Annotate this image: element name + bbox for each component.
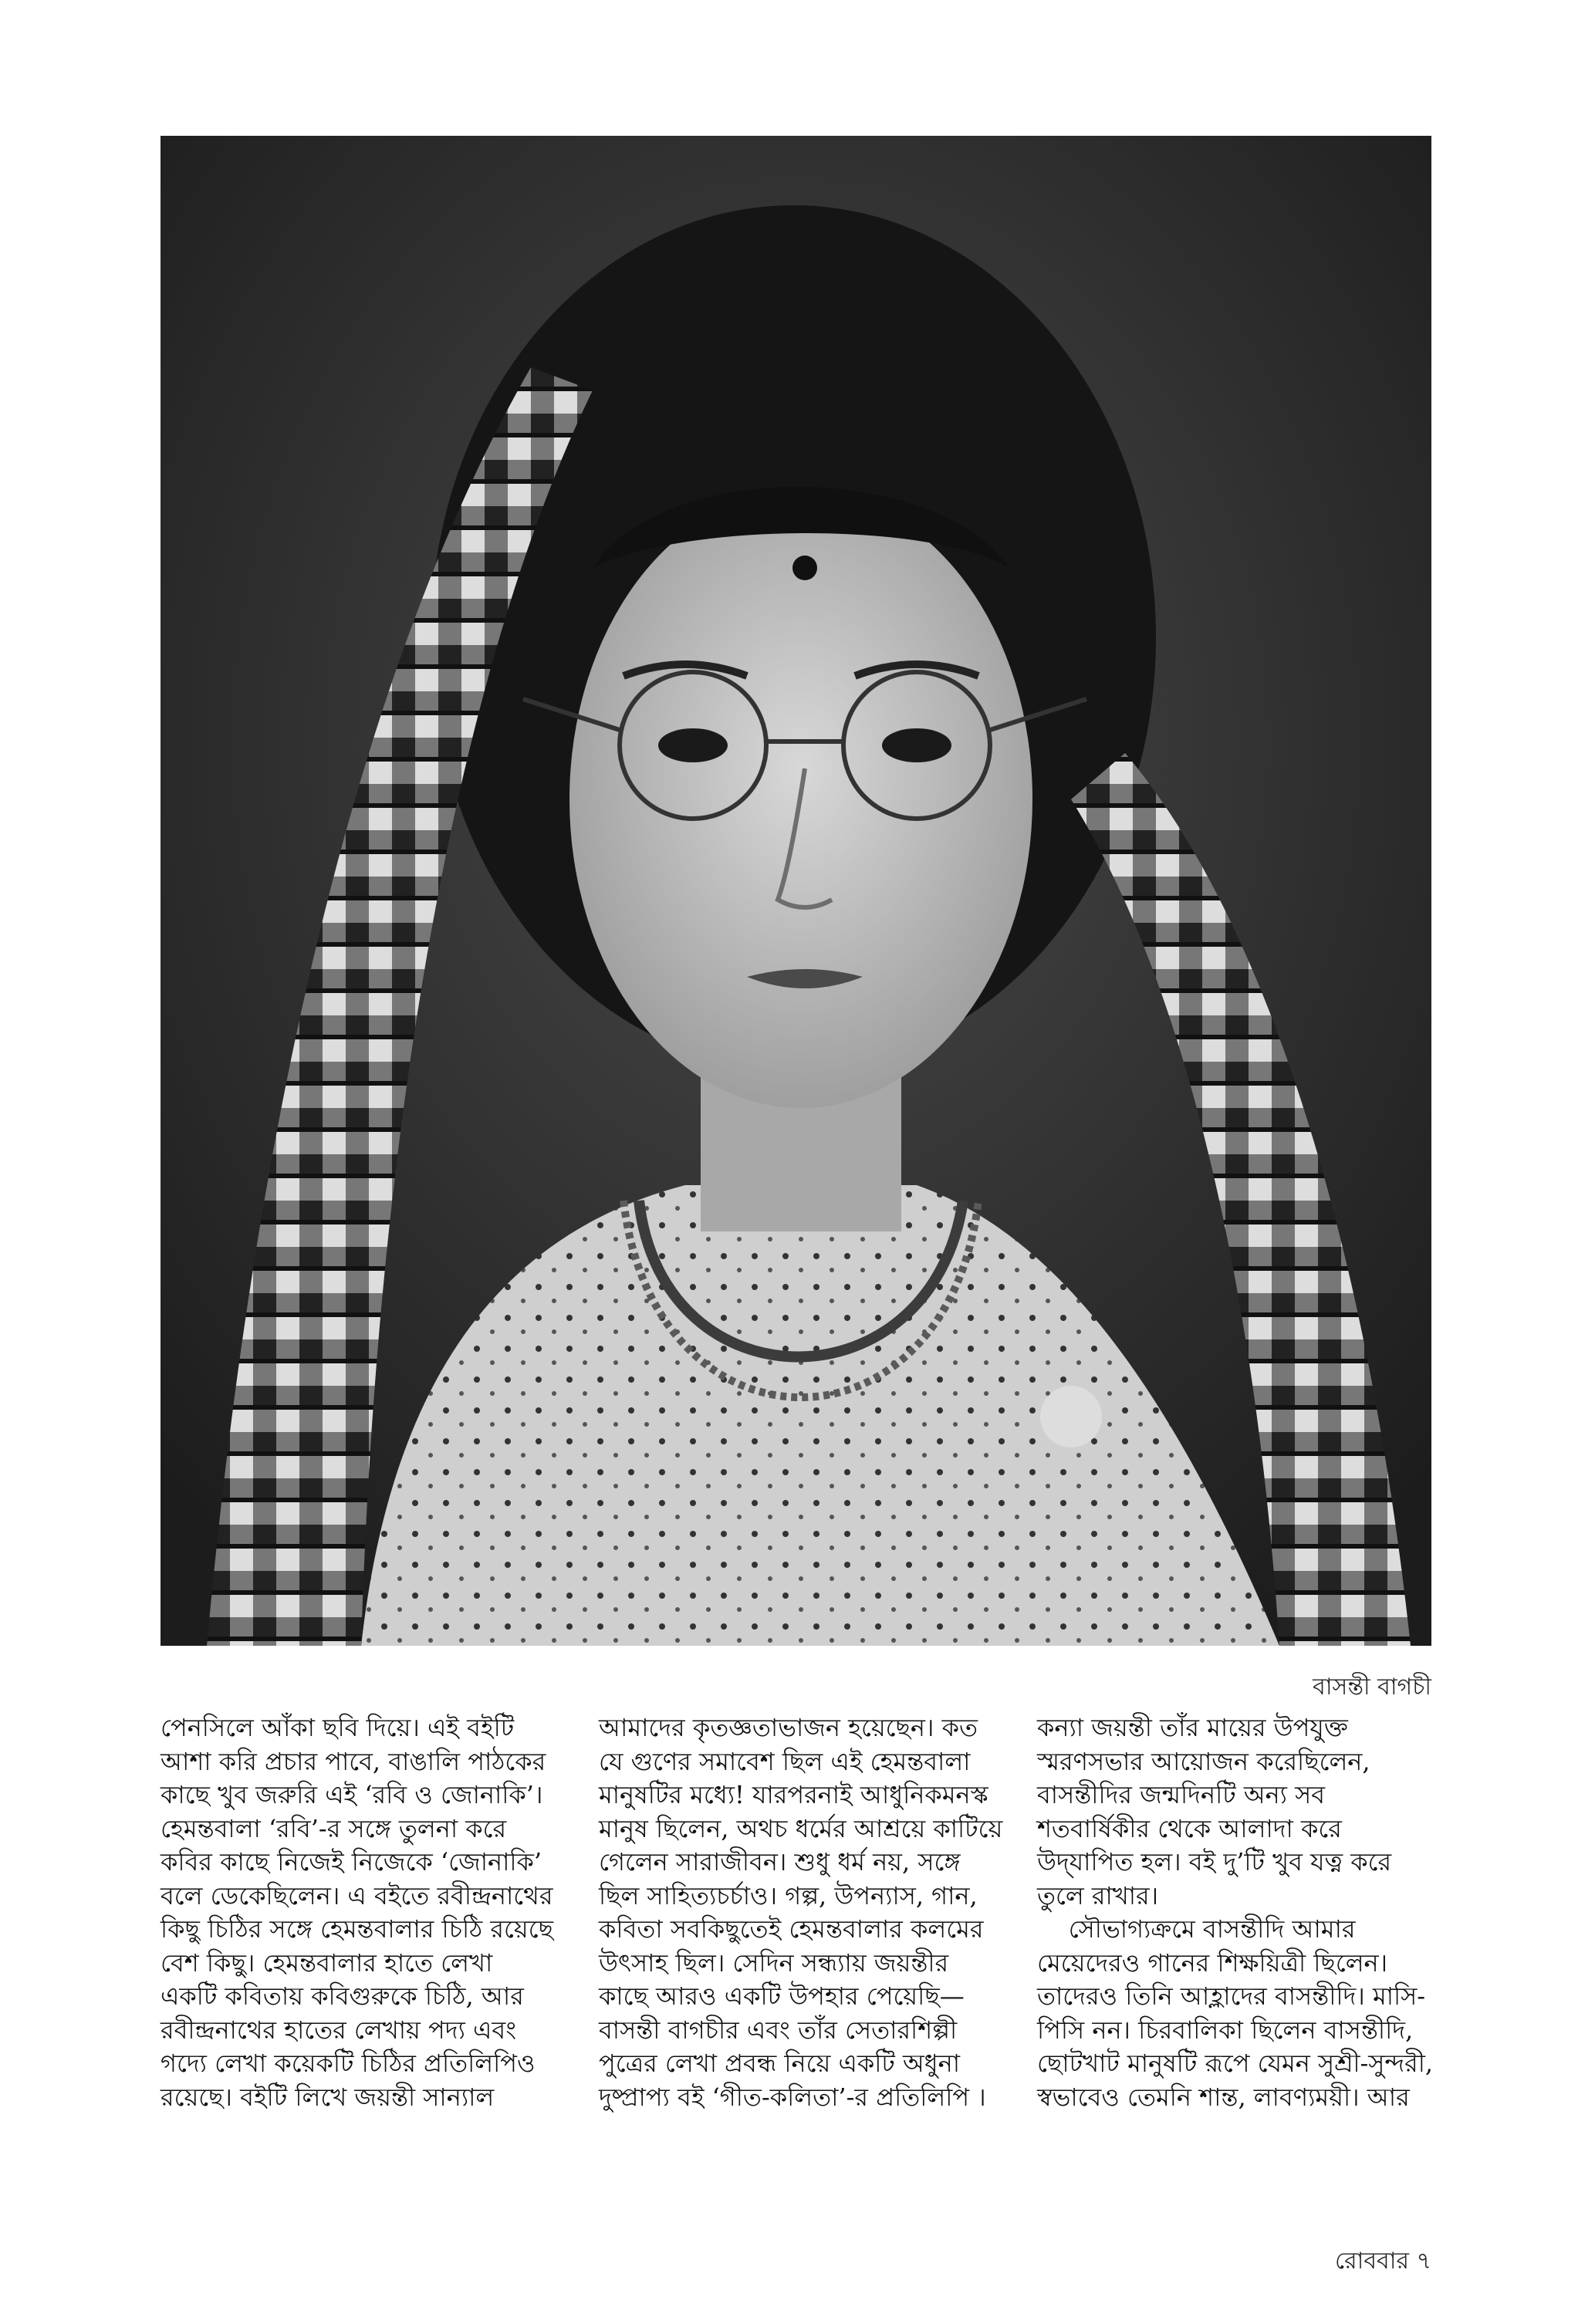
- text-line: গদ্যে লেখা কয়েকটি চিঠির প্রতিলিপিও: [161, 2049, 536, 2078]
- text-line: তাদেরও তিনি আহ্লাদের বাসন্তীদি। মাসি-: [1037, 1981, 1426, 2011]
- text-line: কবিতা সবকিছুতেই হেমন্তবালার কলমের: [599, 1914, 984, 1944]
- text-line: কাছে খুব জরুরি এই ‘রবি ও জোনাকি’।: [161, 1780, 543, 1809]
- photo-caption: বাসন্তী বাগচী: [1313, 1674, 1431, 1701]
- text-line: একটি কবিতায় কবিগুরুকে চিঠি, আর: [161, 1981, 524, 2011]
- portrait-illustration: [161, 136, 1431, 1646]
- text-line: দুষ্প্রাপ্য বই ‘গীত-কলিতা’-র প্রতিলিপি ।: [599, 2082, 986, 2112]
- text-line: পুত্রের লেখা প্রবন্ধ নিয়ে একটি অধুনা: [599, 2049, 961, 2078]
- text-line: কিছু চিঠির সঙ্গে হেমন্তবালার চিঠি রয়েছে: [161, 1914, 553, 1944]
- text-line: কবির কাছে নিজেই নিজেকে ‘জোনাকি’: [161, 1847, 542, 1876]
- text-line: আশা করি প্রচার পাবে, বাঙালি পাঠকের: [161, 1746, 546, 1776]
- text-line: পেনসিলে আঁকা ছবি দিয়ে। এই বইটি: [161, 1713, 515, 1742]
- text-line: কন্যা জয়ন্তী তাঁর মায়ের উপযুক্ত: [1037, 1713, 1348, 1742]
- text-line: রবীন্দ্রনাথের হাতের লেখায় পদ্য এবং: [161, 2015, 516, 2045]
- text-line: উদ্‌যাপিত হল। বই দু’টি খুব যত্ন করে: [1037, 1847, 1392, 1876]
- text-line: ছিল সাহিত্যচর্চাও। গল্প, উপন্যাস, গান,: [599, 1880, 978, 1910]
- text-line: রয়েছে। বইটি লিখে জয়ন্তী সান্যাল: [161, 2082, 495, 2112]
- text-line: আমাদের কৃতজ্ঞতাভাজন হয়েছেন। কত: [599, 1713, 978, 1742]
- text-line: তুলে রাখার।: [1037, 1880, 1159, 1910]
- text-line: গেলেন সারাজীবন। শুধু ধর্ম নয়, সঙ্গে: [599, 1847, 961, 1876]
- text-line: বাসন্তী বাগচীর এবং তাঁর সেতারশিল্পী: [599, 2015, 958, 2045]
- text-line: স্মরণসভার আয়োজন করেছিলেন,: [1037, 1746, 1370, 1776]
- text-line: যে গুণের সমাবেশ ছিল এই হেমন্তবালা: [599, 1746, 971, 1776]
- text-line: উৎসাহ ছিল। সেদিন সন্ধ্যায় জয়ন্তীর: [599, 1947, 949, 1978]
- text-line: মানুষ ছিলেন, অথচ ধর্মের আশ্রয়ে কাটিয়ে: [599, 1813, 1003, 1843]
- text-line: হেমন্তবালা ‘রবি’-র সঙ্গে তুলনা করে: [161, 1813, 507, 1843]
- text-column-1: [161, 1711, 554, 2114]
- text-line: কাছে আরও একটি উপহার পেয়েছি—: [599, 1981, 965, 2011]
- text-line: স্বভাবেও তেমনি শান্ত, লাবণ্যময়ী। আর: [1037, 2082, 1410, 2112]
- article-body: [161, 1711, 1434, 2143]
- portrait-photo: [161, 136, 1431, 1646]
- text-line: পিসি নন। চিরবালিকা ছিলেন বাসন্তীদি,: [1037, 2015, 1414, 2045]
- text-line: ছোটখাট মানুষটি রূপে যেমন সুশ্রী-সুন্দরী,: [1037, 2049, 1434, 2078]
- text-column-2: [599, 1711, 1003, 2114]
- text-line: মানুষটির মধ্যে! যারপরনাই আধুনিকমনস্ক: [599, 1780, 988, 1809]
- text-line: মেয়েদেরও গানের শিক্ষয়িত্রী ছিলেন।: [1037, 1947, 1388, 1978]
- text-line: সৌভাগ্যক্রমে বাসন্তীদি আমার: [1037, 1914, 1356, 1944]
- text-line: বেশ কিছু। হেমন্তবালার হাতে লেখা: [161, 1947, 493, 1978]
- text-line: বলে ডেকেছিলেন। এ বইতে রবীন্দ্রনাথের: [161, 1880, 553, 1910]
- text-line: শতবার্ষিকীর থেকে আলাদা করে: [1037, 1813, 1342, 1843]
- text-column-3: [1037, 1711, 1434, 2114]
- page-folio: রোববার ৭: [1334, 2248, 1431, 2275]
- text-line: বাসন্তীদির জন্মদিনটি অন্য সব: [1037, 1780, 1326, 1809]
